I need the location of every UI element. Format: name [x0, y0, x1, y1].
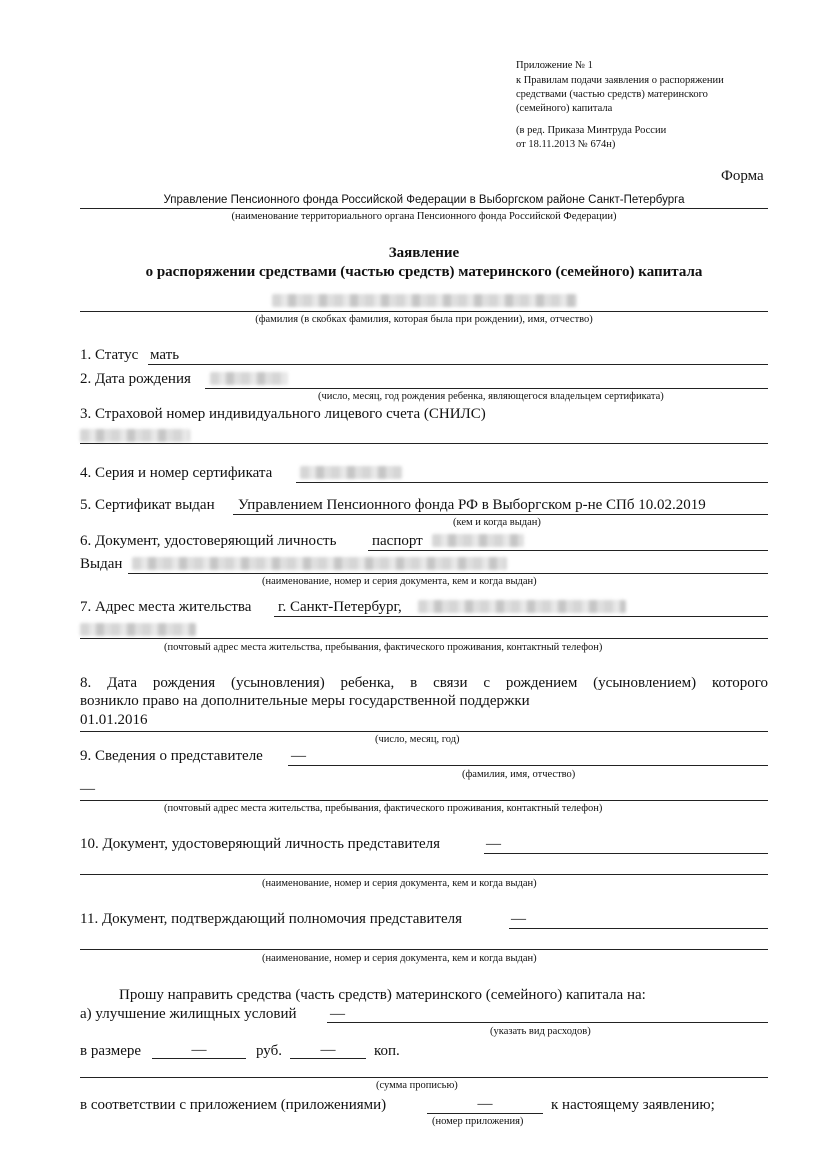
document-title: Заявление	[388, 245, 460, 261]
certificate-issued-value: Управлением Пенсионного фонда РФ в Выборгском р-не СПб 10.02.2019	[238, 497, 706, 513]
appendix-number-caption: (номер приложения)	[432, 1116, 524, 1127]
child-dob-caption: (число, месяц, год)	[375, 734, 460, 745]
child-dob-label-2: возникло право на дополнительные меры государственной поддержки	[80, 693, 530, 709]
dob-caption: (число, месяц, год рождения ребенка, являющегося владельцем сертификата)	[318, 391, 664, 402]
status-label: 1. Статус	[80, 347, 139, 363]
request-item-a-line	[327, 1022, 768, 1023]
territorial-organ-value: Управление Пенсионного фонда Российской Федерации в Выборгском районе Санкт-Петербурга	[163, 194, 685, 206]
redacted-phone	[80, 623, 196, 636]
request-item-a-caption: (указать вид расходов)	[490, 1026, 591, 1037]
territorial-organ-caption: (наименование территориального органа Пенсионного фонда Российской Федерации)	[231, 211, 617, 222]
certificate-issued-line	[233, 514, 768, 515]
status-line	[148, 364, 768, 365]
representative-address-caption: (почтовый адрес места жительства, пребывания, фактического проживания, контактный телефон)	[164, 803, 603, 814]
appendix-reference-text: в соответствии с приложением (приложениями)	[80, 1097, 387, 1113]
dob-line	[205, 388, 768, 389]
authority-doc-line-2	[80, 949, 768, 950]
document-subtitle: о распоряжении средствами (частью средств) материнского (семейного) капитала	[145, 264, 703, 280]
child-dob-line	[80, 731, 768, 732]
representative-address-dash: —	[80, 781, 95, 797]
redacted-applicant-name	[272, 294, 577, 307]
id-document-value: паспорт	[372, 533, 423, 549]
redacted-passport-issuer	[132, 557, 507, 570]
appendix-line-4: (семейного) капитала	[516, 103, 613, 114]
certificate-label: 4. Серия и номер сертификата	[80, 465, 273, 481]
redacted-snils	[80, 429, 190, 442]
amount-label: в размере	[80, 1043, 142, 1059]
appendix-line-2: к Правилам подачи заявления о распоряжении	[516, 75, 724, 86]
representative-address-line	[80, 800, 768, 801]
amount-rub-dash: —	[191, 1042, 207, 1058]
child-dob-text-1: 8. Дата рождения (усыновления) ребенка, в связи с рождением (усыновлением) которого	[80, 675, 768, 691]
organ-line	[80, 208, 768, 209]
address-value: г. Санкт-Петербург,	[278, 599, 402, 615]
address-line-2	[80, 638, 768, 639]
representative-doc-line	[484, 853, 768, 854]
representative-label: 9. Сведения о представителе	[80, 748, 263, 764]
appendix-line-3: средствами (частью средств) материнского	[516, 89, 708, 100]
rub-label: руб.	[256, 1043, 282, 1059]
representative-line	[288, 765, 768, 766]
request-item-a-dash: —	[330, 1006, 345, 1022]
representative-doc-dash: —	[486, 836, 501, 852]
request-item-a: а) улучшение жилищных условий	[80, 1006, 297, 1022]
certificate-line	[296, 482, 768, 483]
appendix-number-dash: —	[477, 1096, 493, 1112]
appendix-reference-tail: к настоящему заявлению;	[551, 1097, 715, 1113]
redacted-certificate-number	[300, 466, 402, 479]
request-intro: Прошу направить средства (часть средств) материнского (семейного) капитала на:	[119, 987, 646, 1003]
authority-doc-caption: (наименование, номер и серия документа, кем и когда выдан)	[262, 953, 537, 964]
snils-line	[80, 443, 768, 444]
representative-doc-line-2	[80, 874, 768, 875]
id-document-label: 6. Документ, удостоверяющий личность	[80, 533, 337, 549]
appendix-line-1: Приложение № 1	[516, 60, 593, 71]
authority-doc-dash: —	[511, 911, 526, 927]
snils-label: 3. Страховой номер индивидуального лицевого счета (СНИЛС)	[80, 406, 486, 422]
address-label: 7. Адрес места жительства	[80, 599, 252, 615]
address-caption: (почтовый адрес места жительства, пребывания, фактического проживания, контактный телефон)	[164, 642, 603, 653]
amount-rub-line	[152, 1058, 246, 1059]
representative-doc-label: 10. Документ, удостоверяющий личность представителя	[80, 836, 441, 852]
address-line	[274, 616, 768, 617]
appendix-number-line	[427, 1113, 543, 1114]
form-label: Форма	[721, 168, 764, 184]
amount-kop-dash: —	[320, 1042, 336, 1058]
redacted-passport-number	[432, 534, 524, 547]
redacted-address	[418, 600, 626, 613]
id-document-line	[368, 550, 768, 551]
name-line	[80, 311, 768, 312]
certificate-issued-label: 5. Сертификат выдан	[80, 497, 215, 513]
redacted-dob	[210, 372, 288, 385]
certificate-issued-caption: (кем и когда выдан)	[453, 517, 541, 528]
id-issued-line	[128, 573, 768, 574]
id-issued-label: Выдан	[80, 556, 123, 572]
id-document-caption: (наименование, номер и серия документа, кем и когда выдан)	[262, 576, 537, 587]
name-caption: (фамилия (в скобках фамилия, которая была при рождении), имя, отчество)	[255, 314, 593, 325]
child-dob-label-1	[80, 675, 768, 692]
representative-doc-caption: (наименование, номер и серия документа, кем и когда выдан)	[262, 878, 537, 889]
representative-caption: (фамилия, имя, отчество)	[462, 769, 576, 780]
child-dob-value: 01.01.2016	[80, 712, 148, 728]
edition-note-2: от 18.11.2013 № 674н)	[516, 139, 616, 150]
sum-words-caption: (сумма прописью)	[376, 1080, 458, 1091]
edition-note-1: (в ред. Приказа Минтруда России	[516, 125, 667, 136]
status-value: мать	[150, 347, 180, 363]
authority-doc-line	[509, 928, 768, 929]
sum-words-line	[80, 1077, 768, 1078]
dob-label: 2. Дата рождения	[80, 371, 191, 387]
kop-label: коп.	[374, 1043, 400, 1059]
authority-doc-label: 11. Документ, подтверждающий полномочия представителя	[80, 911, 463, 927]
representative-dash: —	[291, 748, 306, 764]
amount-kop-line	[290, 1058, 366, 1059]
